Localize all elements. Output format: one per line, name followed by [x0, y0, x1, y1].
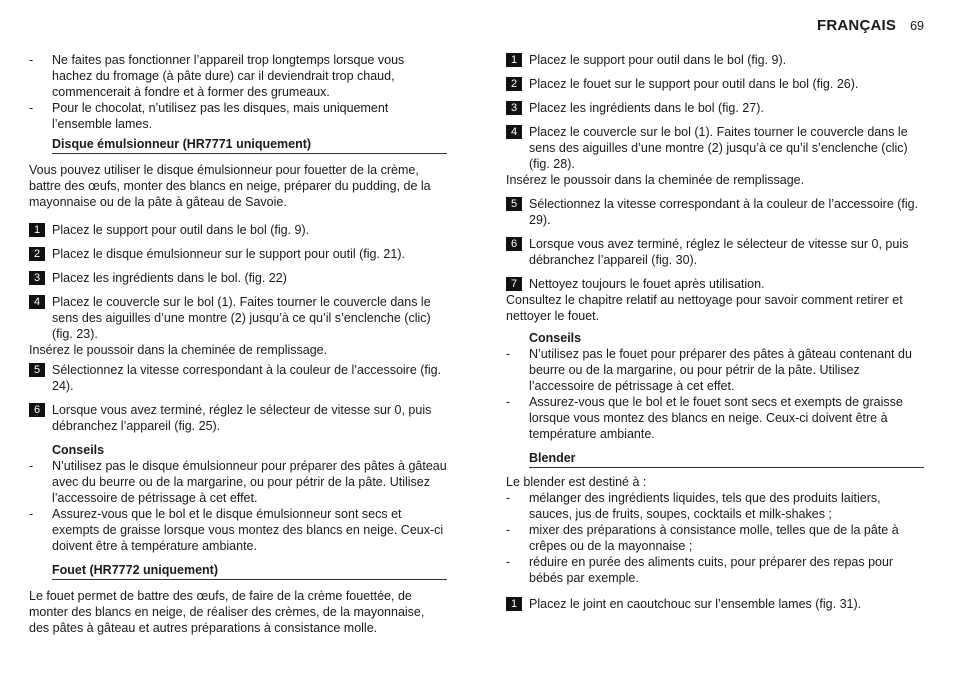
list-item: - N’utilisez pas le fouet pour préparer des pâtes à gâteau contenant du beurre ou de la margarine, ou pour pétrir de la pâte. Utilisez l’accessoire de pétrissage à cet effet. [506, 347, 912, 393]
step-item: 2 Placez le fouet sur le support pour outil dans le bol (fig. 26). [506, 76, 924, 92]
step-item: 1 Placez le joint en caoutchouc sur l’ensemble lames (fig. 31). [506, 596, 924, 612]
step-item: 3 Placez les ingrédients dans le bol (fig. 27). [506, 100, 924, 116]
step-item: 6 Lorsque vous avez terminé, réglez le sélecteur de vitesse sur 0, puis débranchez l’appareil (fig. 25). [29, 402, 447, 434]
cleaning-note: Consultez le chapitre relatif au nettoyage pour savoir comment retirer et nettoyer le fouet. [506, 293, 903, 323]
step-item: 2 Placez le disque émulsionneur sur le support pour outil (fig. 21). [29, 246, 447, 262]
page-number: 69 [910, 19, 924, 33]
step-item: 6 Lorsque vous avez terminé, réglez le sélecteur de vitesse sur 0, puis débranchez l’appareil (fig. 30). [506, 236, 924, 268]
page-header [817, 17, 924, 37]
right-column [506, 52, 924, 612]
section-title-whisk: Fouet (HR7772 uniquement) [52, 562, 447, 580]
section-title-blender: Blender [529, 450, 924, 468]
list-item: - Ne faites pas fonctionner l’appareil trop longtemps lorsque vous hachez du fromage (à pâte dure) car il deviendrait trop chaud, commencerait à fondre et à former des grumeaux. [29, 53, 405, 99]
section-intro: Le fouet permet de battre des œufs, de faire de la crème fouettée, de monter des blancs en neige, de réaliser des crèmes, de la mayonnaise, des pâtes à gâteau et autres préparations à consistance molle. [29, 589, 425, 635]
list-item: - réduire en purée des aliments cuits, pour préparer des repas pour bébés par exemple. [506, 555, 894, 585]
note-text: Insérez le poussoir dans la cheminée de remplissage. [506, 173, 805, 187]
section-intro: Le blender est destiné à : [506, 475, 647, 489]
step-item: 4 Placez le couvercle sur le bol (1). Faites tourner le couvercle dans le sens des aiguilles d’une montre (2) jusqu’à ce qu’il s’enclenche (clic) (fig. 23). [29, 294, 447, 342]
list-item: - Assurez-vous que le bol et le disque émulsionneur sont secs et exempts de graisse lorsque vous montez des blancs en neige. Ceux-ci doivent être à température ambiante. [29, 507, 444, 553]
note-text: Insérez le poussoir dans la cheminée de remplissage. [29, 343, 328, 357]
list-item: - N’utilisez pas le disque émulsionneur pour préparer des pâtes à gâteau avec du beurre ou de la margarine, ou pour pétrir de la pâte. Utilisez l’accessoire de pétrissage à cet effet. [29, 459, 447, 505]
left-column [29, 52, 447, 636]
list-item: - Assurez-vous que le bol et le fouet sont secs et exempts de graisse lorsque vous montez des blancs en neige. Ceux-ci doivent être à température ambiante. [506, 395, 903, 441]
step-item: 5 Sélectionnez la vitesse correspondant à la couleur de l’accessoire (fig. 29). [506, 196, 924, 228]
list-item: - mélanger des ingrédients liquides, tels que des produits laitiers, sauces, jus de fruits, soupes, cocktails et milk-shakes ; [506, 491, 881, 521]
language-title: FRANÇAIS [816, 17, 897, 34]
tips-title: Conseils [52, 443, 105, 457]
step-item: 7 Nettoyez toujours le fouet après utilisation. [506, 276, 924, 292]
section-title-emulsifier: Disque émulsionneur (HR7771 uniquement) [52, 136, 447, 154]
step-item: 5 Sélectionnez la vitesse correspondant à la couleur de l’accessoire (fig. 24). [29, 362, 447, 394]
list-item: - mixer des préparations à consistance molle, telles que de la pâte à crêpes ou de la mayonnaise ; [506, 523, 899, 553]
step-item: 1 Placez le support pour outil dans le bol (fig. 9). [29, 222, 447, 238]
list-item: - Pour le chocolat, n’utilisez pas les disques, mais uniquement l’ensemble lames. [29, 101, 389, 131]
section-intro: Vous pouvez utiliser le disque émulsionneur pour fouetter de la crème, battre des œufs, monter des blancs en neige, préparer du pudding, de la mayonnaise ou de la pâte à gâteau de Savoie. [29, 163, 431, 209]
step-item: 4 Placez le couvercle sur le bol (1). Faites tourner le couvercle dans le sens des aiguilles d’une montre (2) jusqu’à ce qu’il s’enclenche (clic) (fig. 28). [506, 124, 924, 172]
tips-title: Conseils [529, 331, 582, 345]
step-item: 3 Placez les ingrédients dans le bol. (fig. 22) [29, 270, 447, 286]
step-item: 1 Placez le support pour outil dans le bol (fig. 9). [506, 52, 924, 68]
